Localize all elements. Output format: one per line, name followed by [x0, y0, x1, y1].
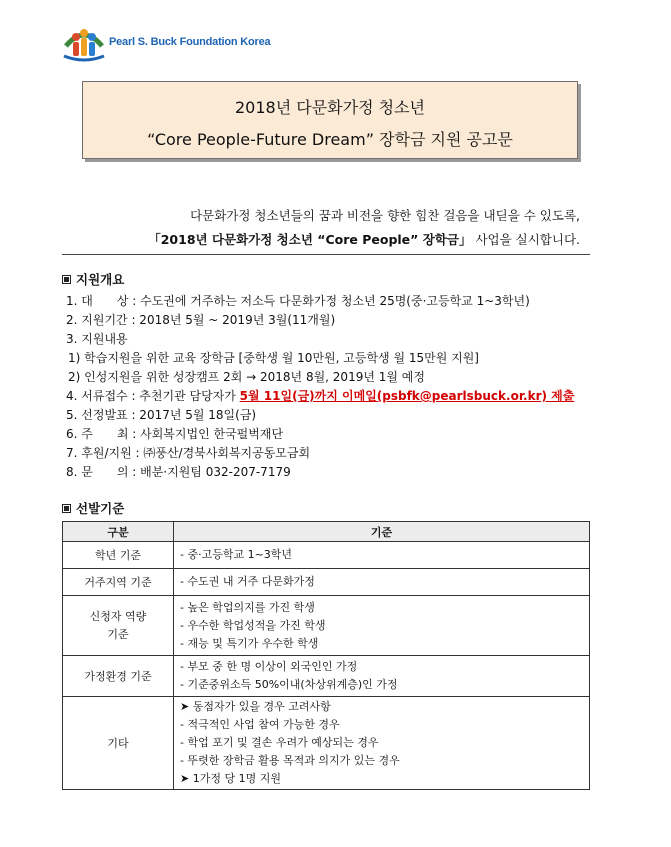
overview-item: 3. 지원내용: [66, 332, 128, 346]
submission-label: 4. 서류접수 : 추천기관 담당자가: [66, 389, 240, 403]
table-row: [63, 596, 590, 656]
section-title: 지원개요: [76, 272, 125, 287]
criteria-line: - 뚜렷한 장학금 활용 목적과 의지가 있는 경우: [180, 754, 400, 767]
criteria-line: - 부모 중 한 명 이상이 외국인인 가정: [180, 660, 358, 673]
criteria-line: - 우수한 학업성적을 가진 학생: [180, 618, 326, 632]
criteria-line: - 중·고등학교 1~3학년: [180, 548, 293, 561]
row-criteria: [174, 596, 590, 656]
header-criteria: 기준: [174, 522, 590, 542]
overview-item: 5. 선정발표 : 2017년 5월 18일(금): [66, 408, 257, 422]
table-row: [63, 542, 590, 569]
foundation-logo: [62, 22, 270, 62]
submission-deadline: 5월 11일(금)까지 이메일(psbfk@pearlsbuck.or.kr) 제출: [239, 389, 575, 403]
criteria-line: - 재능 및 특기가 우수한 학생: [180, 636, 319, 650]
intro-line-1: 다문화가정 청소년들의 꿈과 비전을 향한 힘찬 걸음을 내딛을 수 있도록,: [190, 208, 580, 223]
intro-line-2: [60, 230, 580, 248]
overview-item: 2. 지원기간 : 2018년 5월 ~ 2019년 3월(11개월): [66, 313, 336, 327]
row-criteria: [174, 656, 590, 697]
logo-text: Pearl S. Buck Foundation Korea: [109, 36, 271, 48]
category-text: 신청자 역량 기준: [89, 609, 147, 641]
row-category: [63, 596, 174, 656]
square-bullet-icon: [62, 504, 71, 513]
foundation-logo-icon: [62, 22, 106, 62]
criteria-line: - 기준중위소득 50%이내(차상위계층)인 가정: [180, 678, 398, 691]
table-header-row: [63, 522, 590, 542]
row-criteria: [174, 569, 590, 596]
divider: [62, 254, 590, 255]
overview-subitem: 2) 인성지원을 위한 성장캠프 2회 → 2018년 8월, 2019년 1월 예정: [68, 370, 425, 384]
overview-item: 6. 주 최 : 사회복지법인 한국펄벅재단: [66, 427, 284, 441]
table-row: [63, 656, 590, 697]
section-heading-criteria: [62, 499, 124, 517]
selection-criteria-table: [62, 521, 590, 790]
header-category: 구분: [63, 522, 174, 542]
row-category: 거주지역 기준: [63, 569, 174, 596]
overview-item: 7. 후원/지원 : ㈜풍산/경북사회복지공동모금회: [66, 446, 311, 460]
overview-item-submission: [66, 387, 574, 404]
section-heading-overview: [62, 270, 124, 288]
row-category: 가정환경 기준: [63, 656, 174, 697]
table-row: [63, 697, 590, 790]
criteria-line: ➤ 1가정 당 1명 지원: [180, 772, 281, 785]
row-criteria: [174, 697, 590, 790]
title-line-2: “Core People-Future Dream” 장학금 지원 공고문: [147, 130, 513, 149]
criteria-line: - 높은 학업의지를 가진 학생: [180, 600, 315, 614]
row-criteria: [174, 542, 590, 569]
criteria-line: ➤ 동점자가 있을 경우 고려사항: [180, 700, 331, 713]
table-row: [63, 569, 590, 596]
intro-line-2-rest: 사업을 실시합니다.: [471, 232, 580, 247]
square-bullet-icon: [62, 275, 71, 284]
overview-item: 1. 대 상 : 수도권에 거주하는 저소득 다문화가정 청소년 25명(중·고등학교 1~3학년): [66, 294, 530, 308]
section-title: 선발기준: [76, 501, 125, 516]
criteria-line: - 적극적인 사업 참여 가능한 경우: [180, 718, 340, 731]
criteria-line: - 수도권 내 거주 다문화가정: [180, 575, 315, 588]
title-box: [82, 81, 578, 159]
row-category: 기타: [63, 697, 174, 790]
criteria-line: - 학업 포기 및 결손 우려가 예상되는 경우: [180, 736, 379, 749]
overview-subitem: 1) 학습지원을 위한 교육 장학금 [중학생 월 10만원, 고등학생 월 15만원 지원]: [68, 351, 479, 365]
intro-program-name: 「2018년 다문화가정 청소년 “Core People” 장학금」: [148, 232, 472, 247]
overview-item: 8. 문 의 : 배분·지원팀 032-207-7179: [66, 465, 291, 479]
title-line-1: 2018년 다문화가정 청소년: [235, 98, 425, 117]
row-category: 학년 기준: [63, 542, 174, 569]
